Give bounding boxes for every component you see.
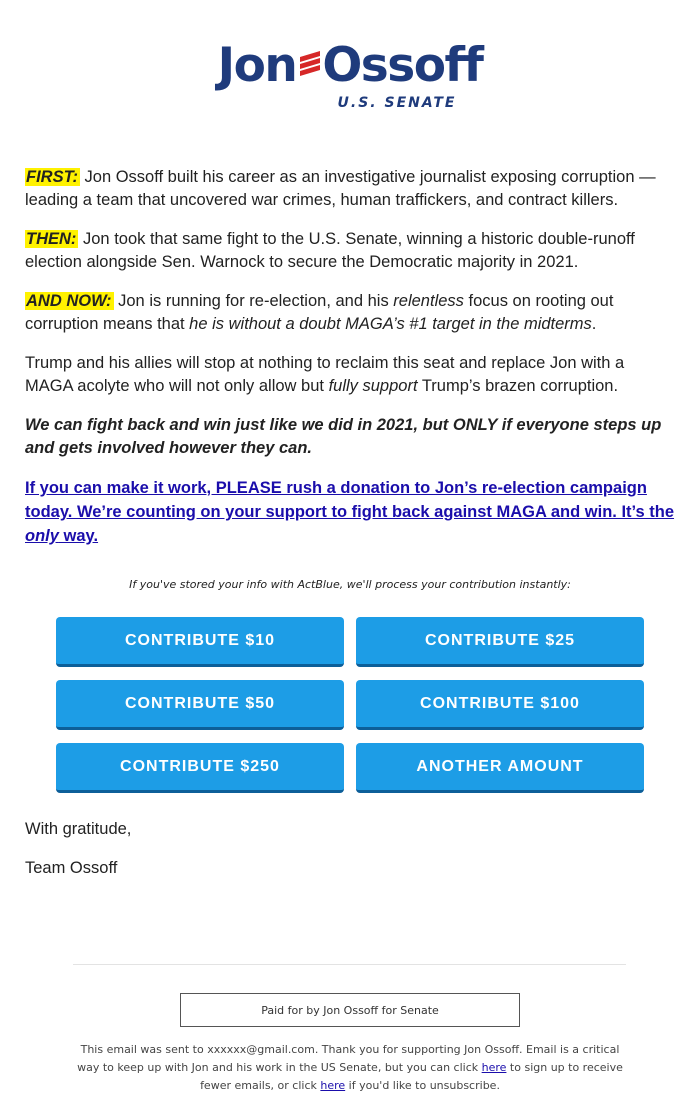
label-first: FIRST: bbox=[26, 168, 78, 186]
paragraph-first-text: Jon Ossoff built his career as an investigative journalist exposing corruption — leading a team that uncovered war crimes, human traffickers, and contract killers. bbox=[25, 168, 656, 209]
contribute-50-button[interactable]: CONTRIBUTE $50 bbox=[56, 680, 344, 730]
emphasis-maga-target: he is without a doubt MAGA’s #1 target in the midterms bbox=[189, 315, 592, 333]
paragraph-then-text: Jon took that same fight to the U.S. Senate, winning a historic double-runoff election alongside Sen. Warnock to secure the Democratic majority in 2021. bbox=[25, 230, 635, 271]
footer-text-2: . Thank you for supporting Jon Ossoff. Email is a critical way to keep up with Jon and his work in the US Senate, but you can click bbox=[77, 1043, 620, 1074]
footer-text-4: if you'd like to unsubscribe. bbox=[345, 1079, 500, 1092]
paid-for-box: Paid for by Jon Ossoff for Senate bbox=[180, 993, 520, 1027]
paragraph-fight-back: We can fight back and win just like we did in 2021, but ONLY if everyone steps up and gets involved however they can. bbox=[25, 416, 662, 457]
footer-text-3: to sign up to receive fewer emails, or click bbox=[200, 1061, 623, 1092]
label-and-now: AND NOW: bbox=[26, 292, 112, 310]
paragraph-and-now-text-3: . bbox=[591, 315, 597, 333]
paragraph-then bbox=[25, 228, 675, 274]
another-amount-button[interactable]: ANOTHER AMOUNT bbox=[356, 743, 644, 793]
contribute-100-button[interactable]: CONTRIBUTE $100 bbox=[356, 680, 644, 730]
paragraph-and-now bbox=[25, 290, 675, 336]
fewer-emails-link[interactable]: here bbox=[481, 1061, 507, 1074]
cta-text-2[interactable]: way. bbox=[58, 527, 99, 545]
contribute-25-button[interactable]: CONTRIBUTE $25 bbox=[356, 617, 644, 667]
donation-cta-link[interactable] bbox=[25, 479, 674, 545]
paragraph-cta bbox=[25, 476, 675, 548]
logo-first-name: Jon bbox=[217, 38, 297, 93]
paragraph-trump-text-1: Trump and his allies will stop at nothing to reclaim this seat and replace Jon with a MAGA acolyte who will not only allow but bbox=[25, 354, 625, 395]
paragraph-trump-text-2: Trump’s brazen corruption. bbox=[417, 377, 619, 395]
recipient-email: xxxxxx@gmail.com bbox=[207, 1043, 315, 1056]
signoff bbox=[25, 818, 131, 896]
contribute-button-grid bbox=[56, 617, 644, 793]
email-body bbox=[25, 166, 675, 564]
unsubscribe-link[interactable]: here bbox=[320, 1079, 346, 1092]
paragraph-and-now-text-2: focus on rooting out corruption means that bbox=[25, 292, 614, 333]
signoff-team: Team Ossoff bbox=[25, 859, 118, 877]
signoff-gratitude: With gratitude, bbox=[25, 820, 132, 838]
footer-text-1: This email was sent to bbox=[80, 1043, 208, 1056]
emphasis-fully-support: fully support bbox=[328, 377, 418, 395]
logo bbox=[0, 38, 700, 111]
contribute-10-button[interactable]: CONTRIBUTE $10 bbox=[56, 617, 344, 667]
footer-text bbox=[70, 1041, 630, 1095]
emphasis-relentless: relentless bbox=[393, 292, 464, 310]
paragraph-trump bbox=[25, 352, 675, 398]
actblue-note: If you've stored your info with ActBlue, we'll process your contribution instantly: bbox=[129, 578, 571, 591]
logo-wordmark bbox=[217, 38, 483, 93]
logo-stripes-icon bbox=[298, 42, 324, 89]
contribute-250-button[interactable]: CONTRIBUTE $250 bbox=[56, 743, 344, 793]
cta-emphasis-only[interactable]: only bbox=[25, 527, 59, 545]
cta-text-1[interactable]: If you can make it work, PLEASE rush a donation to Jon’s re-election campaign today. We’re counting on your support to fight back against MAGA and win. It’s the bbox=[25, 479, 675, 521]
paragraph-and-now-text-1: Jon is running for re-election, and his bbox=[113, 292, 394, 310]
logo-last-name: Ossoff bbox=[322, 38, 483, 93]
logo-subtitle: U.S. SENATE bbox=[337, 95, 457, 111]
label-then: THEN: bbox=[26, 230, 77, 248]
footer-divider bbox=[73, 964, 626, 965]
paragraph-first bbox=[25, 166, 675, 212]
